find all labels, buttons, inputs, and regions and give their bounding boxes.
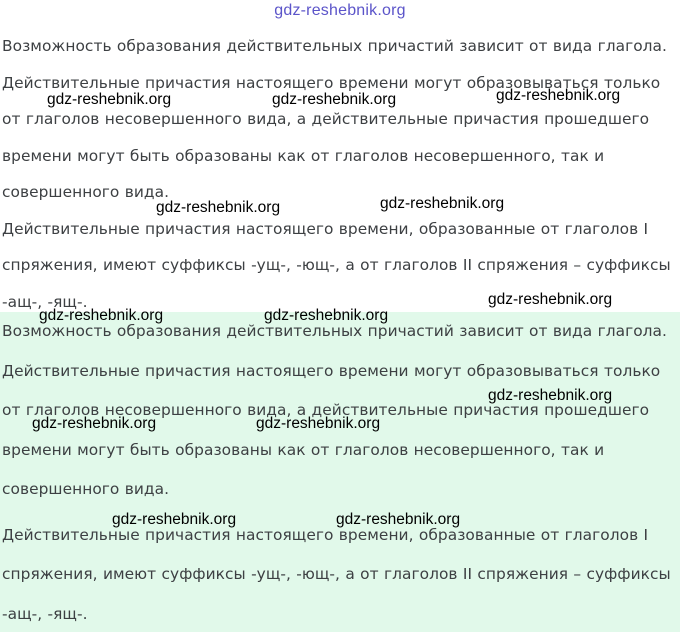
header-watermark: gdz-reshebnik.org (0, 2, 680, 20)
watermark-text: gdz-reshebnik.org (39, 307, 163, 325)
watermark-text: gdz-reshebnik.org (264, 307, 388, 325)
paragraph-verb-aspect: Возможность образования действительных причастий зависит от вида глагола. Действительные причастия настоящего времени могут образовываться только от глаголов несовершенного вида, а действительные причастия прошедшего времени могут быть образованы как от глаголов несовершенного, так и совершенного вида. (2, 28, 672, 211)
paragraph-suffixes: Действительные причастия настоящего времени, образованные от глаголов I спряжения, имеют суффиксы -ущ-, -ющ-, а от глаголов II спряжения – суффиксы -ащ-, -ящ-. (2, 211, 672, 321)
watermark-text: gdz-reshebnik.org (156, 199, 280, 217)
watermark-text: gdz-reshebnik.org (336, 511, 460, 529)
watermark-text: gdz-reshebnik.org (256, 415, 380, 433)
watermark-text: gdz-reshebnik.org (47, 91, 171, 109)
watermark-text: gdz-reshebnik.org (380, 195, 504, 213)
watermark-text: gdz-reshebnik.org (112, 511, 236, 529)
watermark-text: gdz-reshebnik.org (488, 387, 612, 405)
answer-block-original (0, 28, 680, 312)
watermark-text: gdz-reshebnik.org (272, 91, 396, 109)
paragraph-suffixes: Действительные причастия настоящего времени, образованные от глаголов I спряжения, имеют суффиксы -ущ-, -ющ-, а от глаголов II спряжения – суффиксы -ащ-, -ящ-. (2, 516, 672, 634)
paragraph-verb-aspect: Возможность образования действительных причастий зависит от вида глагола. Действительные причастия настоящего времени могут образовываться только от глаголов несовершенного вида, а действительные причастия прошедшего времени могут быть образованы как от глаголов несовершенного, так и совершенного вида. (2, 312, 672, 510)
watermark-text: gdz-reshebnik.org (496, 87, 620, 105)
watermark-text: gdz-reshebnik.org (32, 415, 156, 433)
watermark-text: gdz-reshebnik.org (488, 291, 612, 309)
answer-block-highlighted (0, 312, 680, 632)
